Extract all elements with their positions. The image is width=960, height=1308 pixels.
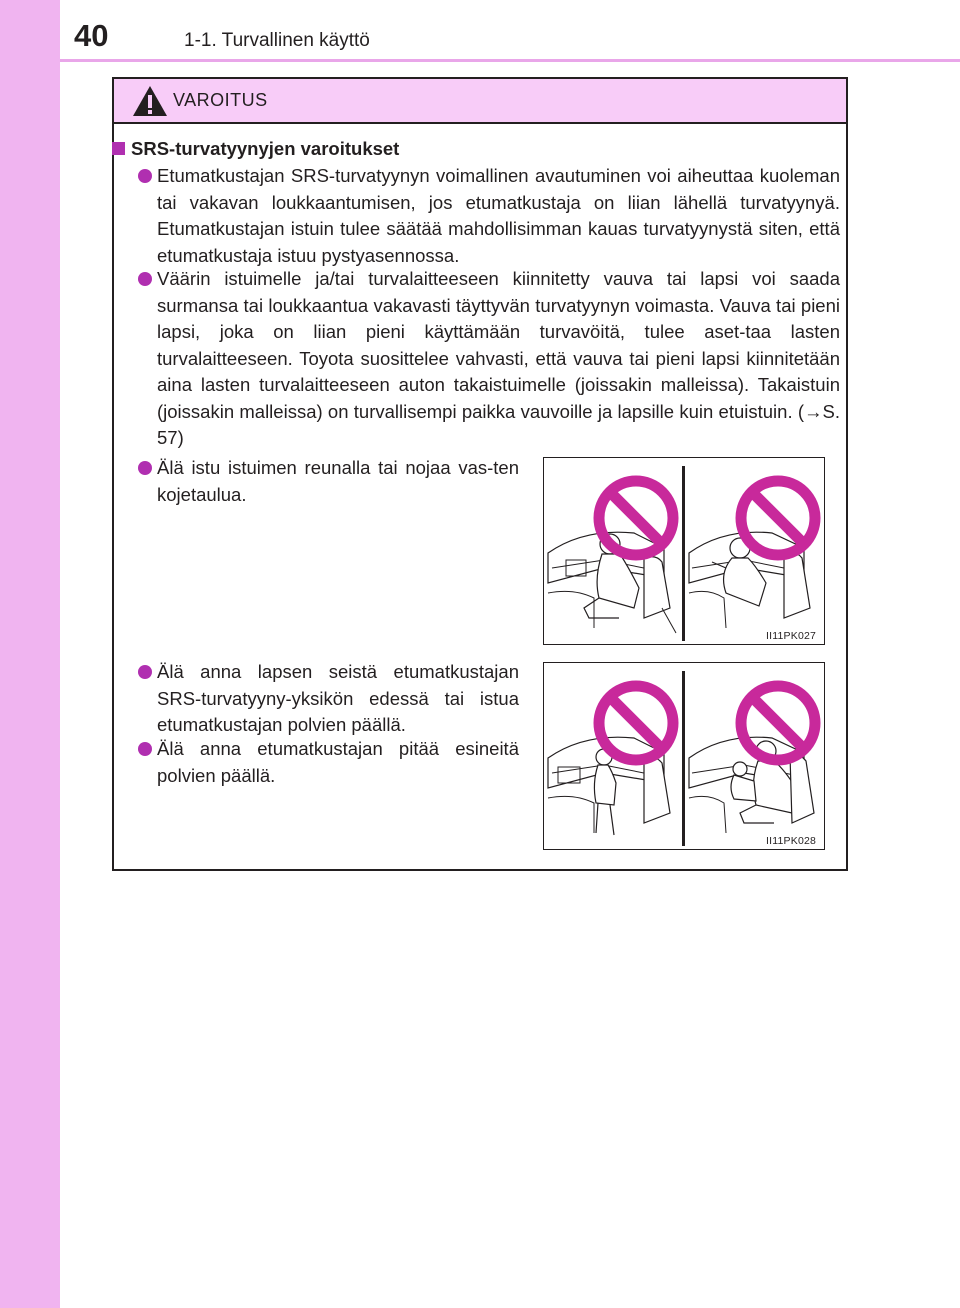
warning-bullet-4: Älä anna lapsen seistä etumatkustajan SRS-turvatyyny-yksikön edessä tai istua etumatkustajan polvien päällä.: [157, 661, 519, 735]
chapter-sidebar-tab: [0, 0, 60, 1308]
illustration-child-in-front: [543, 662, 825, 850]
prohibition-sign-icon: [741, 686, 815, 760]
warning-bullet-5: Älä anna etumatkustajan pitää esineitä polvien päällä.: [157, 738, 519, 786]
bullet-dot-icon: [138, 742, 152, 756]
prohibition-sign-icon: [599, 686, 673, 760]
warning-subheading: [112, 137, 399, 161]
warning-title: VAROITUS: [173, 90, 268, 110]
square-bullet-icon: [112, 142, 125, 155]
illustration-lean-on-dashboard: [543, 457, 825, 645]
warning-bullet-3: Älä istu istuimen reunalla tai nojaa vas-ten kojetaulua.: [157, 457, 519, 505]
figure-code: II11PK028: [766, 835, 817, 847]
bullet-dot-icon: [138, 665, 152, 679]
warning-subheading-text: SRS-turvatyynyjen varoitukset: [131, 138, 400, 159]
illustration-drawing: [544, 458, 826, 646]
bullet-dot-icon: [138, 169, 152, 183]
page-number: 40: [74, 18, 109, 53]
warning-header: [114, 79, 846, 124]
warning-triangle-icon: [132, 85, 168, 117]
bullet-dot-icon: [138, 461, 152, 475]
warning-bullet-2: Väärin istuimelle ja/tai turvalaitteeseen kiinnitetty vauva tai lapsi voi saada surmansa tai loukkaantua vakavasti täyttyvän turvatyynyn voimasta. Vauva tai pieni lapsi, joka on liian pieni käyttämään turvavöitä, tulee aset-taa lasten turvalaitteeseen. Toyota suosittelee vahvasti, että vauva tai pieni lapsi kiinnitetään aina lasten turvalaitteeseen auton takaistuimelle (joissakin malleissa). Takaistuin (joissakin malleissa) on turvallisempi paikka vauvoille ja lapsille kuin etuistuin. (→S. 57): [157, 268, 840, 448]
prohibition-sign-icon: [599, 481, 673, 555]
prohibition-sign-icon: [741, 481, 815, 555]
header-rule: [60, 59, 960, 62]
section-title: 1-1. Turvallinen käyttö: [184, 30, 370, 51]
bullet-dot-icon: [138, 272, 152, 286]
figure-code: II11PK027: [766, 630, 817, 642]
warning-bullet-1: Etumatkustajan SRS-turvatyynyn voimallinen avautuminen voi aiheuttaa kuoleman tai vakavan loukkaantumisen, jos etumatkustaja on liian lähellä turvatyynyä. Etumatkustajan istuin tulee säätää mahdollisimman kauas turvatyynystä siten, että etumatkustaja istuu pystyasennossa.: [157, 165, 840, 266]
illustration-drawing: [544, 663, 826, 851]
